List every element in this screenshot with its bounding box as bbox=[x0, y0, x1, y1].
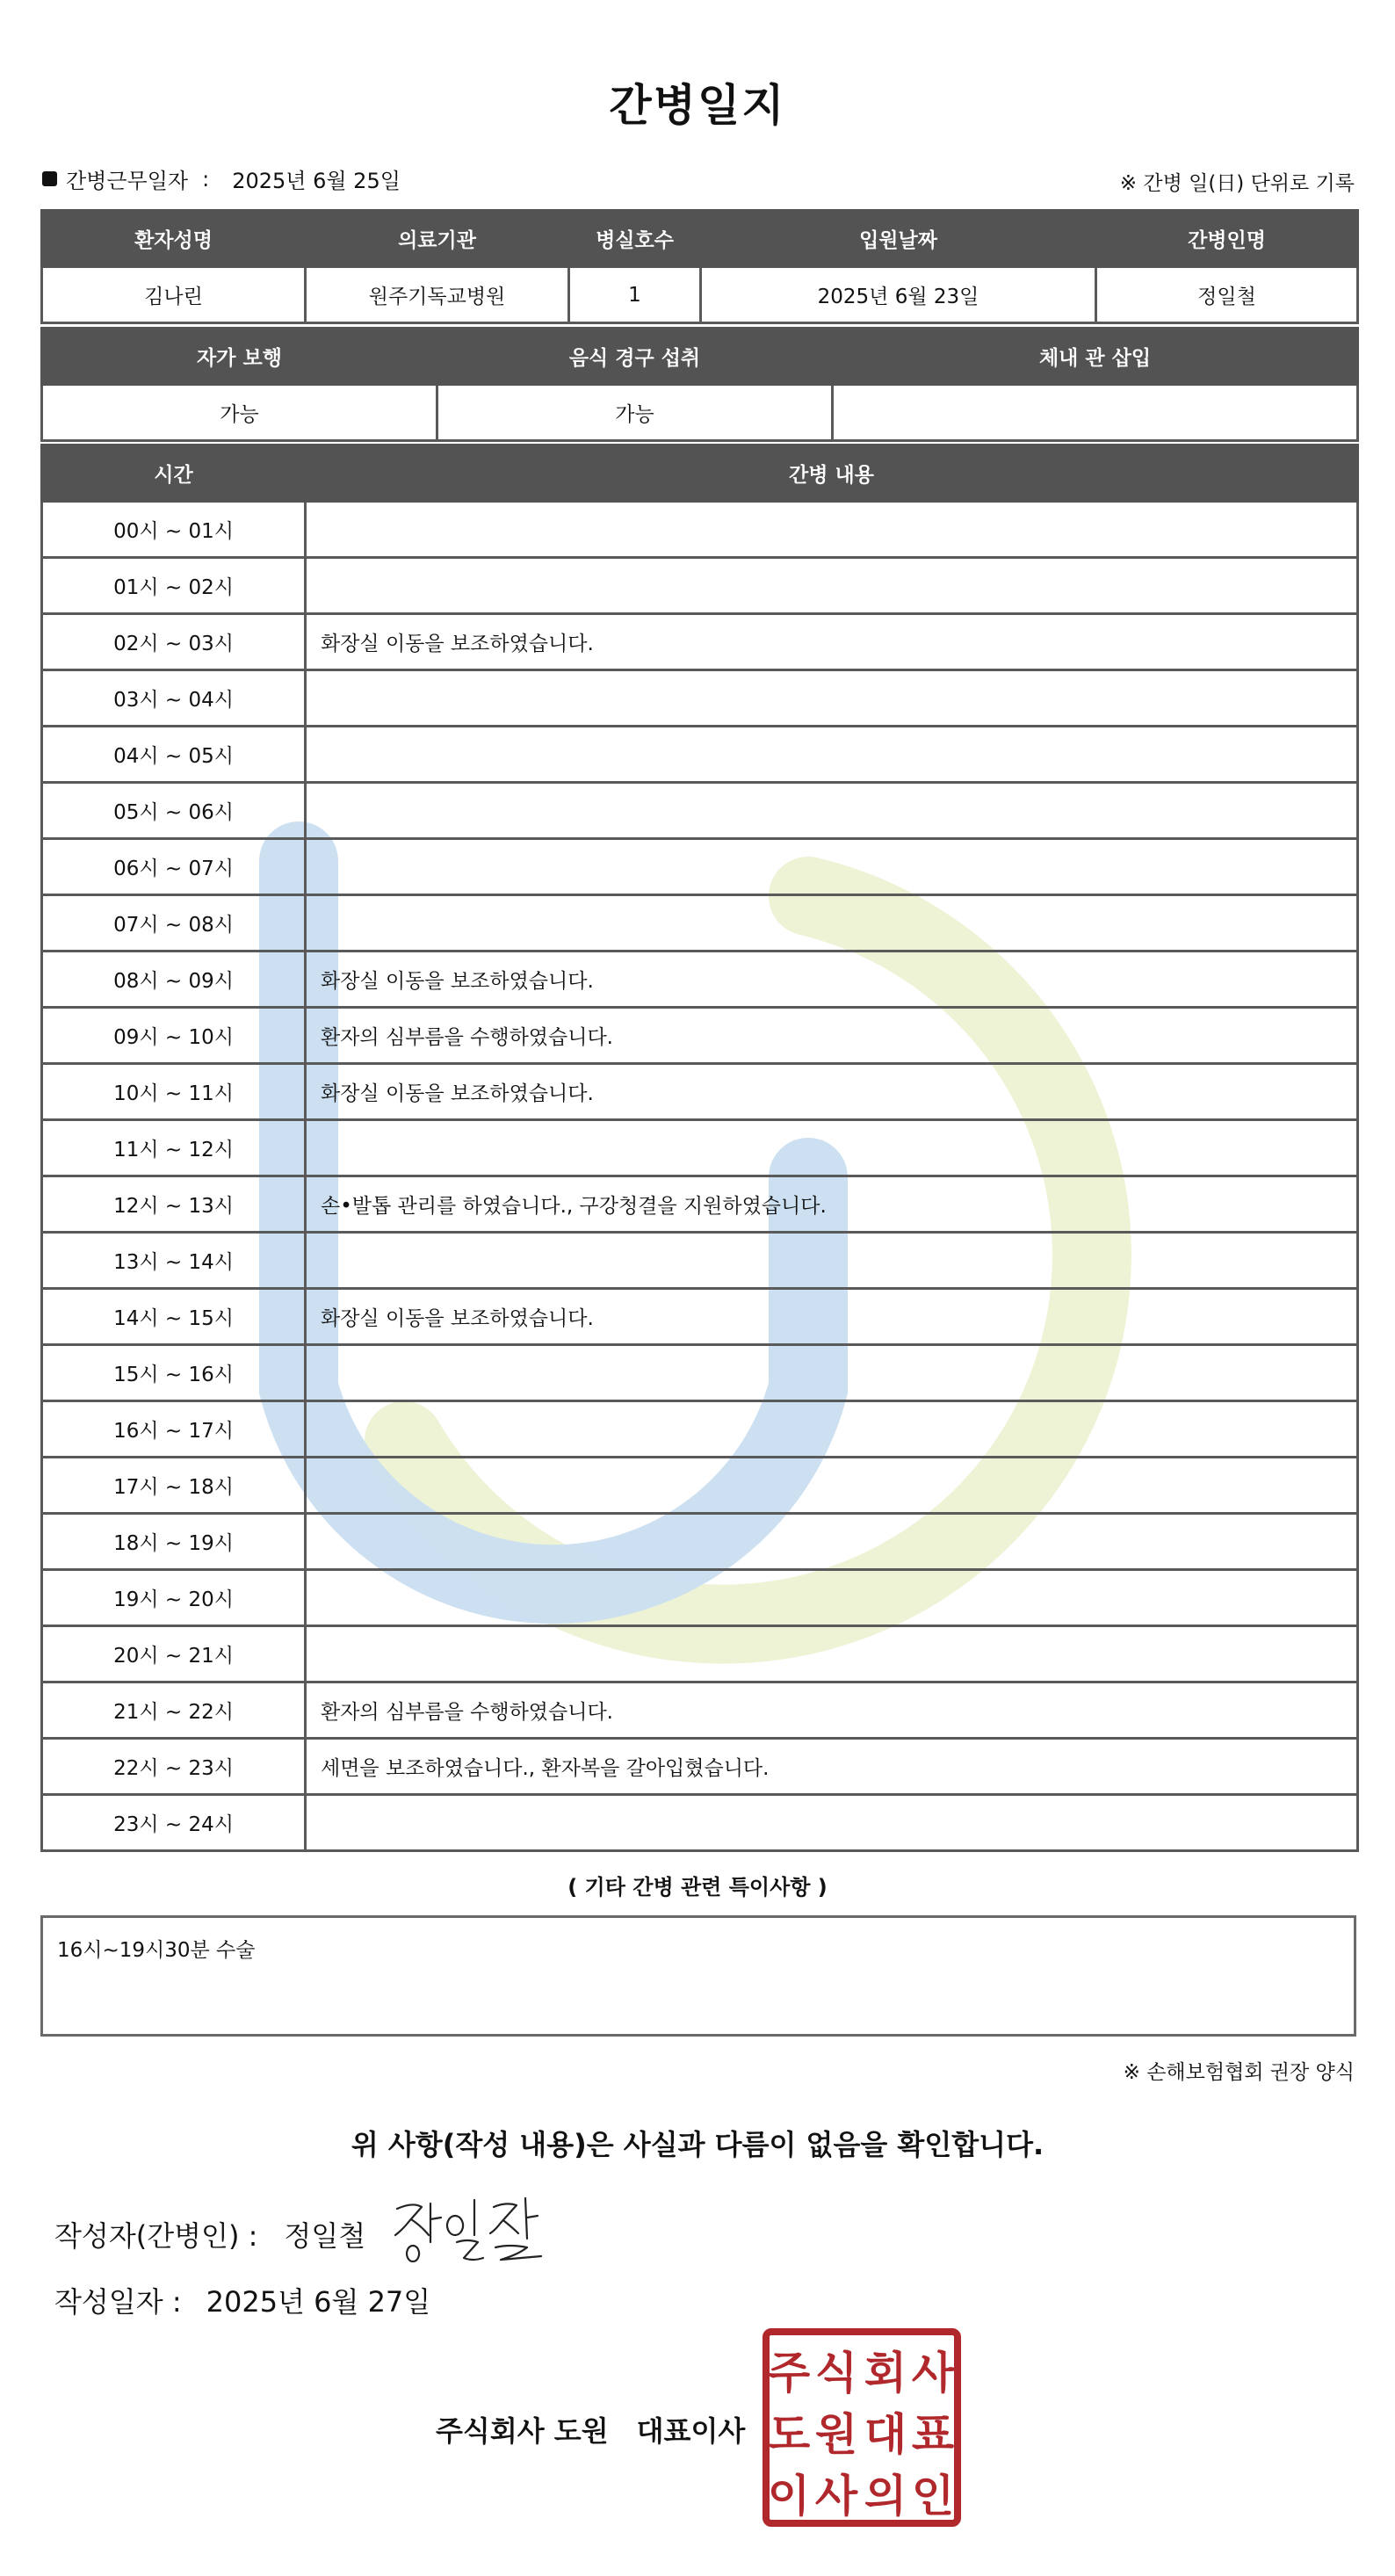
log-row bbox=[42, 1570, 1358, 1626]
log-content bbox=[306, 1570, 1358, 1626]
written-date-value: 2025년 6월 27일 bbox=[206, 2285, 431, 2319]
log-row bbox=[42, 1739, 1358, 1795]
log-time: 18시 ~ 19시 bbox=[42, 1514, 306, 1570]
log-row bbox=[42, 502, 1358, 558]
work-date-separator: : bbox=[202, 166, 210, 192]
log-row bbox=[42, 1008, 1358, 1064]
seal-character: 사 bbox=[911, 2348, 955, 2399]
hospital-header: 의료기관 bbox=[306, 211, 569, 267]
log-time: 21시 ~ 22시 bbox=[42, 1682, 306, 1739]
log-content: 세면을 보조하였습니다., 환자복을 갈아입혔습니다. bbox=[306, 1739, 1358, 1795]
log-row bbox=[42, 670, 1358, 727]
log-time: 06시 ~ 07시 bbox=[42, 839, 306, 895]
log-content bbox=[306, 895, 1358, 952]
representative-title: 대표이사 bbox=[636, 2414, 746, 2448]
log-content bbox=[306, 1795, 1358, 1851]
log-time: 09시 ~ 10시 bbox=[42, 1008, 306, 1064]
log-time: 03시 ~ 04시 bbox=[42, 670, 306, 727]
work-date-label: 간병근무일자 bbox=[66, 169, 189, 193]
seal-character: 주 bbox=[767, 2348, 811, 2399]
log-row bbox=[42, 1682, 1358, 1739]
log-content bbox=[306, 727, 1358, 783]
log-time: 05시 ~ 06시 bbox=[42, 783, 306, 839]
written-date-row bbox=[54, 2280, 430, 2320]
log-content bbox=[306, 1401, 1358, 1458]
log-content: 화장실 이동을 보조하였습니다. bbox=[306, 614, 1358, 670]
log-content bbox=[306, 558, 1358, 614]
record-unit-note: ※ 간병 일(日) 단위로 기록 bbox=[1119, 172, 1355, 195]
log-content bbox=[306, 1458, 1358, 1514]
log-content bbox=[306, 839, 1358, 895]
hospital-name: 원주기독교병원 bbox=[306, 267, 569, 323]
log-row bbox=[42, 952, 1358, 1008]
log-content: 환자의 심부름을 수행하였습니다. bbox=[306, 1682, 1358, 1739]
log-time: 12시 ~ 13시 bbox=[42, 1176, 306, 1233]
patient-status-table bbox=[40, 327, 1359, 442]
seal-character: 원 bbox=[814, 2409, 858, 2460]
admission-date: 2025년 6월 23일 bbox=[701, 267, 1096, 323]
room-header: 병실호수 bbox=[569, 211, 701, 267]
log-time: 07시 ~ 08시 bbox=[42, 895, 306, 952]
log-content bbox=[306, 502, 1358, 558]
seal-character: 이 bbox=[767, 2471, 811, 2522]
seal-character: 대 bbox=[864, 2409, 907, 2460]
patient-name: 김나린 bbox=[42, 267, 306, 323]
log-row bbox=[42, 839, 1358, 895]
oral-intake-header: 음식 경구 섭취 bbox=[437, 329, 833, 385]
log-content: 화장실 이동을 보조하였습니다. bbox=[306, 1064, 1358, 1120]
log-row bbox=[42, 1120, 1358, 1176]
bullet-square-icon bbox=[42, 171, 57, 186]
seal-character: 사 bbox=[814, 2471, 858, 2522]
log-content bbox=[306, 1626, 1358, 1682]
log-row bbox=[42, 1289, 1358, 1345]
caregiver-name-header: 간병인명 bbox=[1096, 211, 1358, 267]
log-row bbox=[42, 895, 1358, 952]
log-content bbox=[306, 1233, 1358, 1289]
log-row bbox=[42, 783, 1358, 839]
page-title: 간병일지 bbox=[609, 80, 786, 131]
self-walking-value: 가능 bbox=[42, 385, 437, 441]
seal-character: 도 bbox=[767, 2409, 811, 2460]
log-row bbox=[42, 1795, 1358, 1851]
log-time: 08시 ~ 09시 bbox=[42, 952, 306, 1008]
work-date-value: 2025년 6월 25일 bbox=[232, 169, 401, 193]
log-time: 11시 ~ 12시 bbox=[42, 1120, 306, 1176]
log-content bbox=[306, 1345, 1358, 1401]
log-row bbox=[42, 558, 1358, 614]
log-row bbox=[42, 1401, 1358, 1458]
seal-character: 식 bbox=[814, 2348, 858, 2399]
seal-character: 회 bbox=[864, 2348, 907, 2399]
confirmation-statement: 위 사항(작성 내용)은 사실과 다름이 없음을 확인합니다. bbox=[351, 2128, 1044, 2161]
handwritten-signature bbox=[387, 2189, 553, 2277]
log-content: 화장실 이동을 보조하였습니다. bbox=[306, 1289, 1358, 1345]
log-row bbox=[42, 1064, 1358, 1120]
special-notes-title: ( 기타 간병 관련 특이사항 ) bbox=[567, 1875, 828, 1899]
log-time: 16시 ~ 17시 bbox=[42, 1401, 306, 1458]
log-row bbox=[42, 1233, 1358, 1289]
log-time: 14시 ~ 15시 bbox=[42, 1289, 306, 1345]
oral-intake-value: 가능 bbox=[437, 385, 833, 441]
log-time: 01시 ~ 02시 bbox=[42, 558, 306, 614]
seal-character: 인 bbox=[911, 2471, 955, 2522]
form-source-note: ※ 손해보험협회 권장 양식 bbox=[1123, 2061, 1355, 2084]
log-time: 13시 ~ 14시 bbox=[42, 1233, 306, 1289]
work-date-row bbox=[42, 163, 401, 194]
time-header: 시간 bbox=[42, 445, 306, 502]
tube-insertion-value bbox=[833, 385, 1358, 441]
log-time: 20시 ~ 21시 bbox=[42, 1626, 306, 1682]
company-seal bbox=[763, 2328, 961, 2527]
writer-name: 정일철 bbox=[284, 2219, 366, 2253]
log-content bbox=[306, 1120, 1358, 1176]
log-time: 02시 ~ 03시 bbox=[42, 614, 306, 670]
care-content-header: 간병 내용 bbox=[306, 445, 1358, 502]
log-content bbox=[306, 1514, 1358, 1570]
log-row bbox=[42, 1514, 1358, 1570]
log-content: 화장실 이동을 보조하였습니다. bbox=[306, 952, 1358, 1008]
seal-character: 의 bbox=[864, 2471, 907, 2522]
log-time: 22시 ~ 23시 bbox=[42, 1739, 306, 1795]
writer-row bbox=[54, 2214, 365, 2254]
special-notes-content: 16시~19시30분 수술 bbox=[57, 1939, 256, 1962]
room-number: 1 bbox=[569, 267, 701, 323]
log-time: 17시 ~ 18시 bbox=[42, 1458, 306, 1514]
log-time: 04시 ~ 05시 bbox=[42, 727, 306, 783]
special-notes-box bbox=[40, 1915, 1356, 2037]
log-content bbox=[306, 670, 1358, 727]
seal-character: 표 bbox=[911, 2409, 955, 2460]
log-content bbox=[306, 783, 1358, 839]
log-time: 19시 ~ 20시 bbox=[42, 1570, 306, 1626]
log-row bbox=[42, 727, 1358, 783]
log-row bbox=[42, 1626, 1358, 1682]
patient-name-header: 환자성명 bbox=[42, 211, 306, 267]
company-row bbox=[436, 2409, 745, 2449]
self-walking-header: 자가 보행 bbox=[42, 329, 437, 385]
patient-info-table bbox=[40, 209, 1359, 324]
log-time: 00시 ~ 01시 bbox=[42, 502, 306, 558]
log-content: 손•발톱 관리를 하였습니다., 구강청결을 지원하였습니다. bbox=[306, 1176, 1358, 1233]
tube-insertion-header: 체내 관 삽입 bbox=[833, 329, 1358, 385]
log-row bbox=[42, 1458, 1358, 1514]
log-row bbox=[42, 614, 1358, 670]
care-log-table bbox=[40, 444, 1359, 1852]
log-time: 23시 ~ 24시 bbox=[42, 1795, 306, 1851]
written-date-label: 작성일자 : bbox=[54, 2285, 182, 2319]
writer-label: 작성자(간병인) : bbox=[54, 2219, 258, 2253]
log-row bbox=[42, 1345, 1358, 1401]
company-name: 주식회사 도원 bbox=[436, 2414, 609, 2448]
log-row bbox=[42, 1176, 1358, 1233]
caregiver-name: 정일철 bbox=[1096, 267, 1358, 323]
log-time: 10시 ~ 11시 bbox=[42, 1064, 306, 1120]
log-time: 15시 ~ 16시 bbox=[42, 1345, 306, 1401]
log-content: 환자의 심부름을 수행하였습니다. bbox=[306, 1008, 1358, 1064]
admission-date-header: 입원날짜 bbox=[701, 211, 1096, 267]
